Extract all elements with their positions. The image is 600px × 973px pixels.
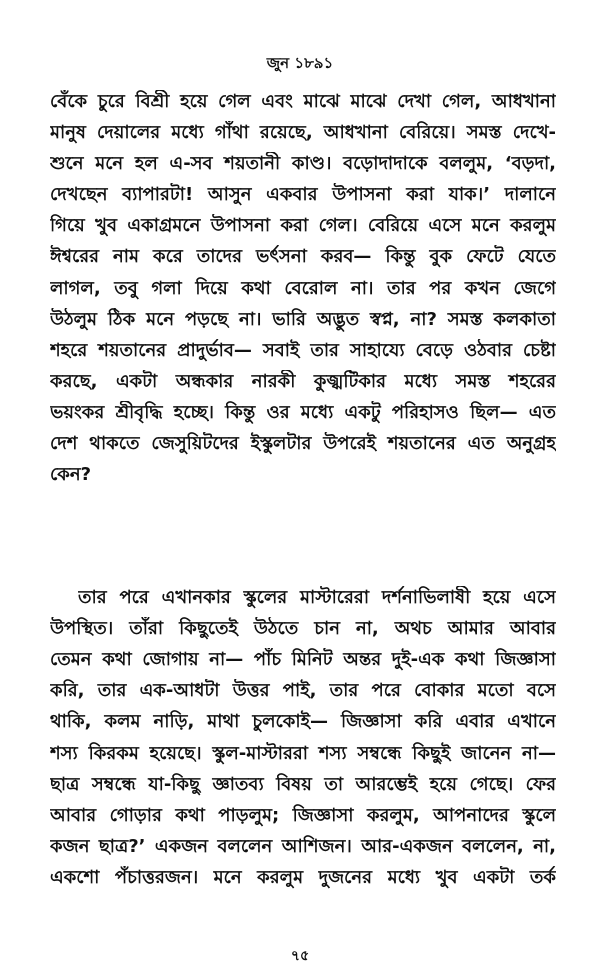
text-line: দেখছেন ব্যাপারটা! আসুন একবার উপাসনা করা যাক।’ দালানে <box>50 184 556 205</box>
text-line: আবার গোড়ার কথা পাড়লুম; জিজ্ঞাসা করলুম, আপনাদের স্কুলে <box>50 805 556 826</box>
text-line: কজন ছাত্র?’ একজন বললেন আশিজন। আর-একজন বললেন, না, <box>50 836 556 857</box>
text-line: ভয়ংকর শ্রীবৃদ্ধি হচ্ছে। কিন্তু ওর মধ্যে একটু পরিহাসও ছিল— এত <box>50 402 556 423</box>
text-line: মানুষ দেয়ালের মধ্যে গাঁথা রয়েছে, আধখানা বেরিয়ে। সমস্ত দেখে- <box>50 122 556 143</box>
text-line: করছে, একটা অন্ধকার নারকী কুজ্ঝটিকার মধ্যে সমস্ত শহরের <box>50 371 556 392</box>
text-line: থাকি, কলম নাড়ি, মাথা চুলকোই— জিজ্ঞাসা করি এবার এখানে <box>50 711 556 732</box>
text-line: কেন? <box>50 464 92 485</box>
text-line: লাগল, তবু গলা দিয়ে কথা বেরোল না। তার পর কখন জেগে <box>50 278 556 299</box>
text-line: বেঁকে চুরে বিশ্রী হয়ে গেল এবং মাঝে মাঝে দেখা গেল, আধখানা <box>50 91 556 112</box>
text-line: উপস্থিত। তাঁরা কিছুতেই উঠতে চান না, অথচ আমার আবার <box>50 618 556 639</box>
text-line: শুনে মনে হল এ-সব শয়তানী কাণ্ড। বড়োদাদাকে বললুম, ‘বড়দা, <box>50 153 556 174</box>
text-line: তেমন কথা জোগায় না— পাঁচ মিনিট অন্তর দুই-এক কথা জিজ্ঞাসা <box>50 649 556 670</box>
page-number: ৭৫ <box>290 948 310 964</box>
running-header: জুন ১৮৯১ <box>266 54 334 72</box>
text-line: করি, তার এক-আধটা উত্তর পাই, তার পরে বোকার মতো বসে <box>50 680 556 701</box>
text-line: গিয়ে খুব একাগ্রমনে উপাসনা করা গেল। বেরিয়ে এসে মনে করলুম <box>50 215 556 236</box>
text-line: ঈশ্বরের নাম করে তাদের ভর্ৎসনা করব— কিন্তু বুক ফেটে যেতে <box>50 246 556 267</box>
text-line: শহরে শয়তানের প্রাদুর্ভাব— সবাই তার সাহায্যে বেড়ে ওঠবার চেষ্টা <box>50 340 556 361</box>
text-line: একশো পঁচাত্তরজন। মনে করলুম দুজনের মধ্যে খুব একটা তর্ক <box>50 867 556 888</box>
text-line: তার পরে এখানকার স্কুলের মাস্টারেরা দর্শনাভিলাষী হয়ে এসে <box>78 587 556 608</box>
text-line: শস্য কিরকম হয়েছে। স্কুল-মাস্টাররা শস্য সম্বন্ধে কিছুই জানেন না— <box>50 743 556 764</box>
text-line: দেশ থাকতে জেসুয়িটদের ইস্কুলটার উপরেই শয়তানের এত অনুগ্রহ <box>50 433 556 454</box>
text-line: ছাত্র সম্বন্ধে যা-কিছু জ্ঞাতব্য বিষয় তা আরম্ভেই হয়ে গেছে। ফের <box>50 774 556 795</box>
text-line: উঠলুম ঠিক মনে পড়ছে না। ভারি অদ্ভুত স্বপ্ন, না? সমস্ত কলকাতা <box>50 309 556 330</box>
